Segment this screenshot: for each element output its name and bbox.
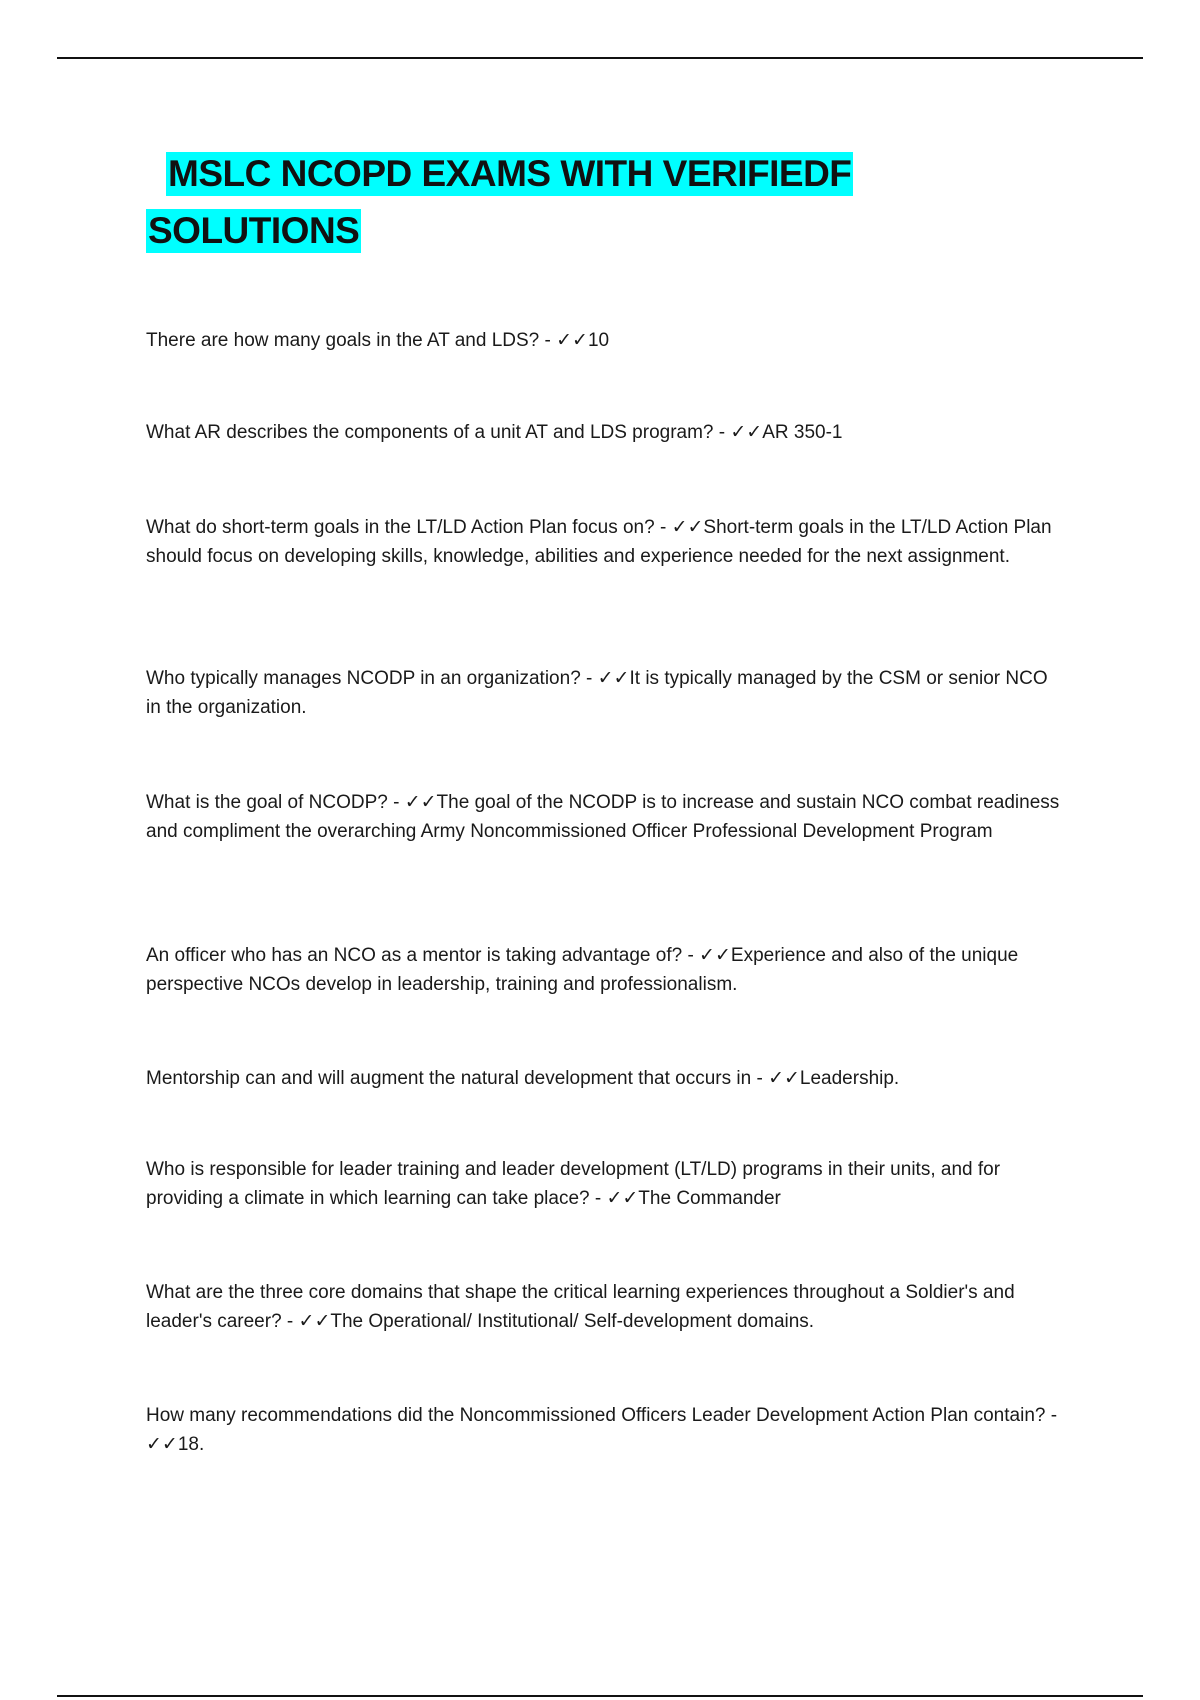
title-line-1: MSLC NCOPD EXAMS WITH VERIFIEDF — [168, 153, 852, 194]
qa-item-1: There are how many goals in the AT and LDS? - ✓✓10 — [146, 330, 610, 351]
document-title — [146, 145, 1046, 259]
qa-item-2: What AR describes the components of a unit AT and LDS program? - ✓✓AR 350-1 — [146, 422, 843, 443]
qa-item-8: Who is responsible for leader training and leader development (LT/LD) programs in their units, and for providing a climate in which learning can take place? - ✓✓The Commander — [146, 1159, 1001, 1209]
title-line-2: SOLUTIONS — [148, 210, 360, 251]
bottom-rule — [57, 1695, 1143, 1697]
qa-item-3: What do short-term goals in the LT/LD Action Plan focus on? - ✓✓Short-term goals in the LT/LD Action Plan should focus on developing skills, knowledge, abilities and experience needed for the next assignment. — [146, 517, 1052, 567]
qa-item-6: An officer who has an NCO as a mentor is taking advantage of? - ✓✓Experience and also of the unique perspective NCOs develop in leadership, training and professionalism. — [146, 945, 1019, 995]
qa-item-10: How many recommendations did the Noncommissioned Officers Leader Development Action Plan contain? - ✓✓18. — [146, 1405, 1058, 1455]
qa-item-7: Mentorship can and will augment the natural development that occurs in - ✓✓Leadership. — [146, 1068, 900, 1089]
qa-item-9: What are the three core domains that shape the critical learning experiences throughout a Soldier's and leader's career? - ✓✓The Operational/ Institutional/ Self-development domains. — [146, 1282, 1015, 1332]
top-rule — [57, 57, 1143, 59]
qa-item-4: Who typically manages NCODP in an organization? - ✓✓It is typically managed by the CSM or senior NCO in the organization. — [146, 668, 1048, 718]
qa-item-5: What is the goal of NCODP? - ✓✓The goal of the NCODP is to increase and sustain NCO combat readiness and compliment the overarching Army Noncommissioned Officer Professional Development Program — [146, 792, 1060, 842]
